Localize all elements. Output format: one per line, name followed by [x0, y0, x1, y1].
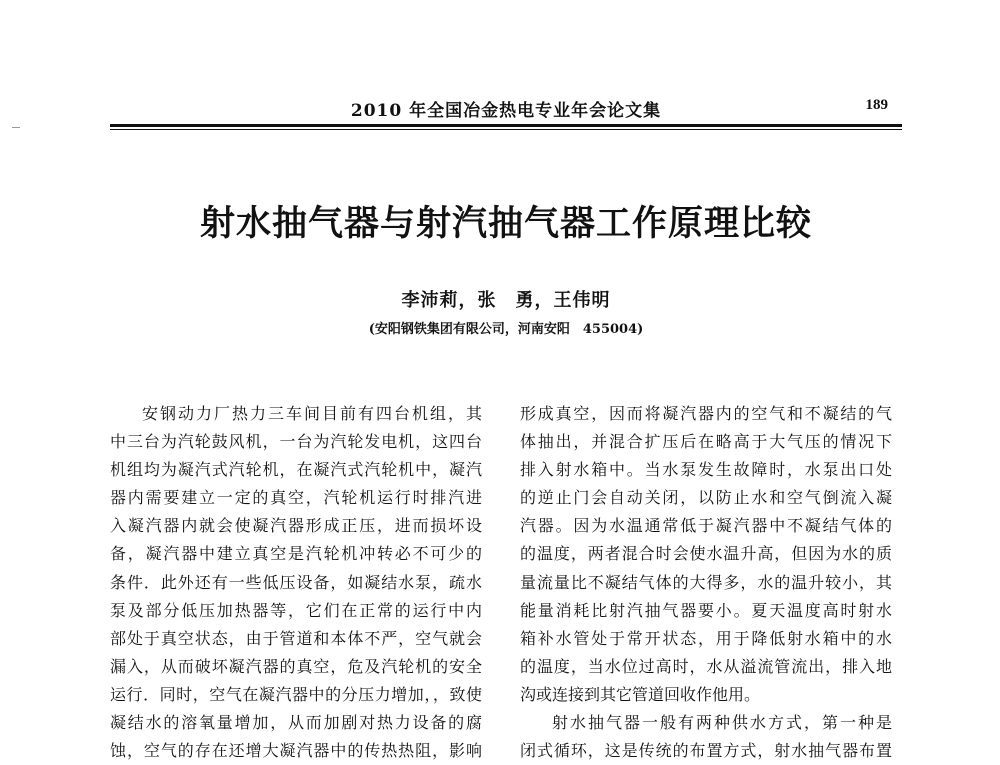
text-line: 安钢动力厂热力三车间目前有四台机组，其: [142, 404, 482, 423]
article-title: 射水抽气器与射汽抽气器工作原理比较: [199, 203, 812, 244]
text-line: 的温度，两者混合时会使水温升高，但因为水的质: [520, 544, 892, 564]
margin-mark: [12, 127, 20, 128]
body-column-right: [520, 400, 892, 765]
running-header: [110, 96, 902, 122]
header-rule: [110, 124, 902, 127]
text-line: 能量消耗比射汽抽气器要小。夏天温度高时射水: [520, 600, 892, 620]
text-line: 中三台为汽轮鼓风机，一台为汽轮发电机，这四台: [110, 432, 482, 452]
text-line: 漏入，从而破坏凝汽器的真空，危及汽轮机的安全: [110, 656, 482, 676]
text-line: 量流量比不凝结气体的大得多，水的温升较小，其: [520, 572, 892, 592]
affiliation: (安阳钢铁集团有限公司，河南安阳 455004): [368, 322, 644, 337]
text-line: 体抽出，并混合扩压后在略高于大气压的情况下: [520, 432, 892, 452]
text-line: 泵及部分低压加热器等，它们在正常的运行中内: [110, 600, 482, 620]
journal-title: 2010 年全国冶金热电专业年会论文集: [350, 101, 662, 121]
header-rule-thin: [110, 129, 902, 130]
text-line: 沟或连接到其它管道回收作他用。: [520, 684, 761, 704]
body-column-left: [110, 400, 482, 765]
text-line: 入凝汽器内就会使凝汽器形成正压，进而损坏设: [110, 516, 482, 536]
text-line: 器内需要建立一定的真空，汽轮机运行时排汽进: [110, 488, 482, 508]
text-line: 条件．此外还有一些低压设备，如凝结水泵，疏水: [110, 572, 482, 592]
text-line: 的温度，当水位过高时，水从溢流管流出，排入地: [520, 656, 892, 676]
text-line: 的逆止门会自动关闭，以防止水和空气倒流入凝: [520, 488, 892, 508]
text-line: 汽器。因为水温通常低于凝汽器中不凝结气体的: [520, 516, 892, 536]
text-line: 形成真空，因而将凝汽器内的空气和不凝结的气: [520, 404, 892, 423]
author-list: 李沛莉，张 勇，王伟明: [401, 290, 611, 311]
page-number: 189: [865, 97, 888, 113]
text-line: 闭式循环，这是传统的布置方式，射水抽气器布置: [520, 741, 892, 761]
text-line: 运行．同时，空气在凝汽器中的分压力增加，，致使: [110, 684, 482, 704]
text-line: 机组均为凝汽式汽轮机，在凝汽式汽轮机中，凝汽: [110, 460, 482, 480]
text-line: 蚀，空气的存在还增大凝汽器中的传热热阻，影响: [110, 741, 482, 761]
text-line: 排入射水箱中。当水泵发生故障时，水泵出口处: [520, 460, 892, 480]
text-line: 部处于真空状态，由于管道和本体不严，空气就会: [110, 628, 482, 648]
text-line: 射水抽气器一般有两种供水方式，第一种是: [552, 713, 892, 733]
text-line: 备，凝汽器中建立真空是汽轮机冲转必不可少的: [110, 544, 482, 564]
text-line: 凝结水的溶氧量增加，从而加剧对热力设备的腐: [110, 713, 482, 733]
text-line: 箱补水管处于常开状态，用于降低射水箱中的水: [520, 628, 892, 648]
